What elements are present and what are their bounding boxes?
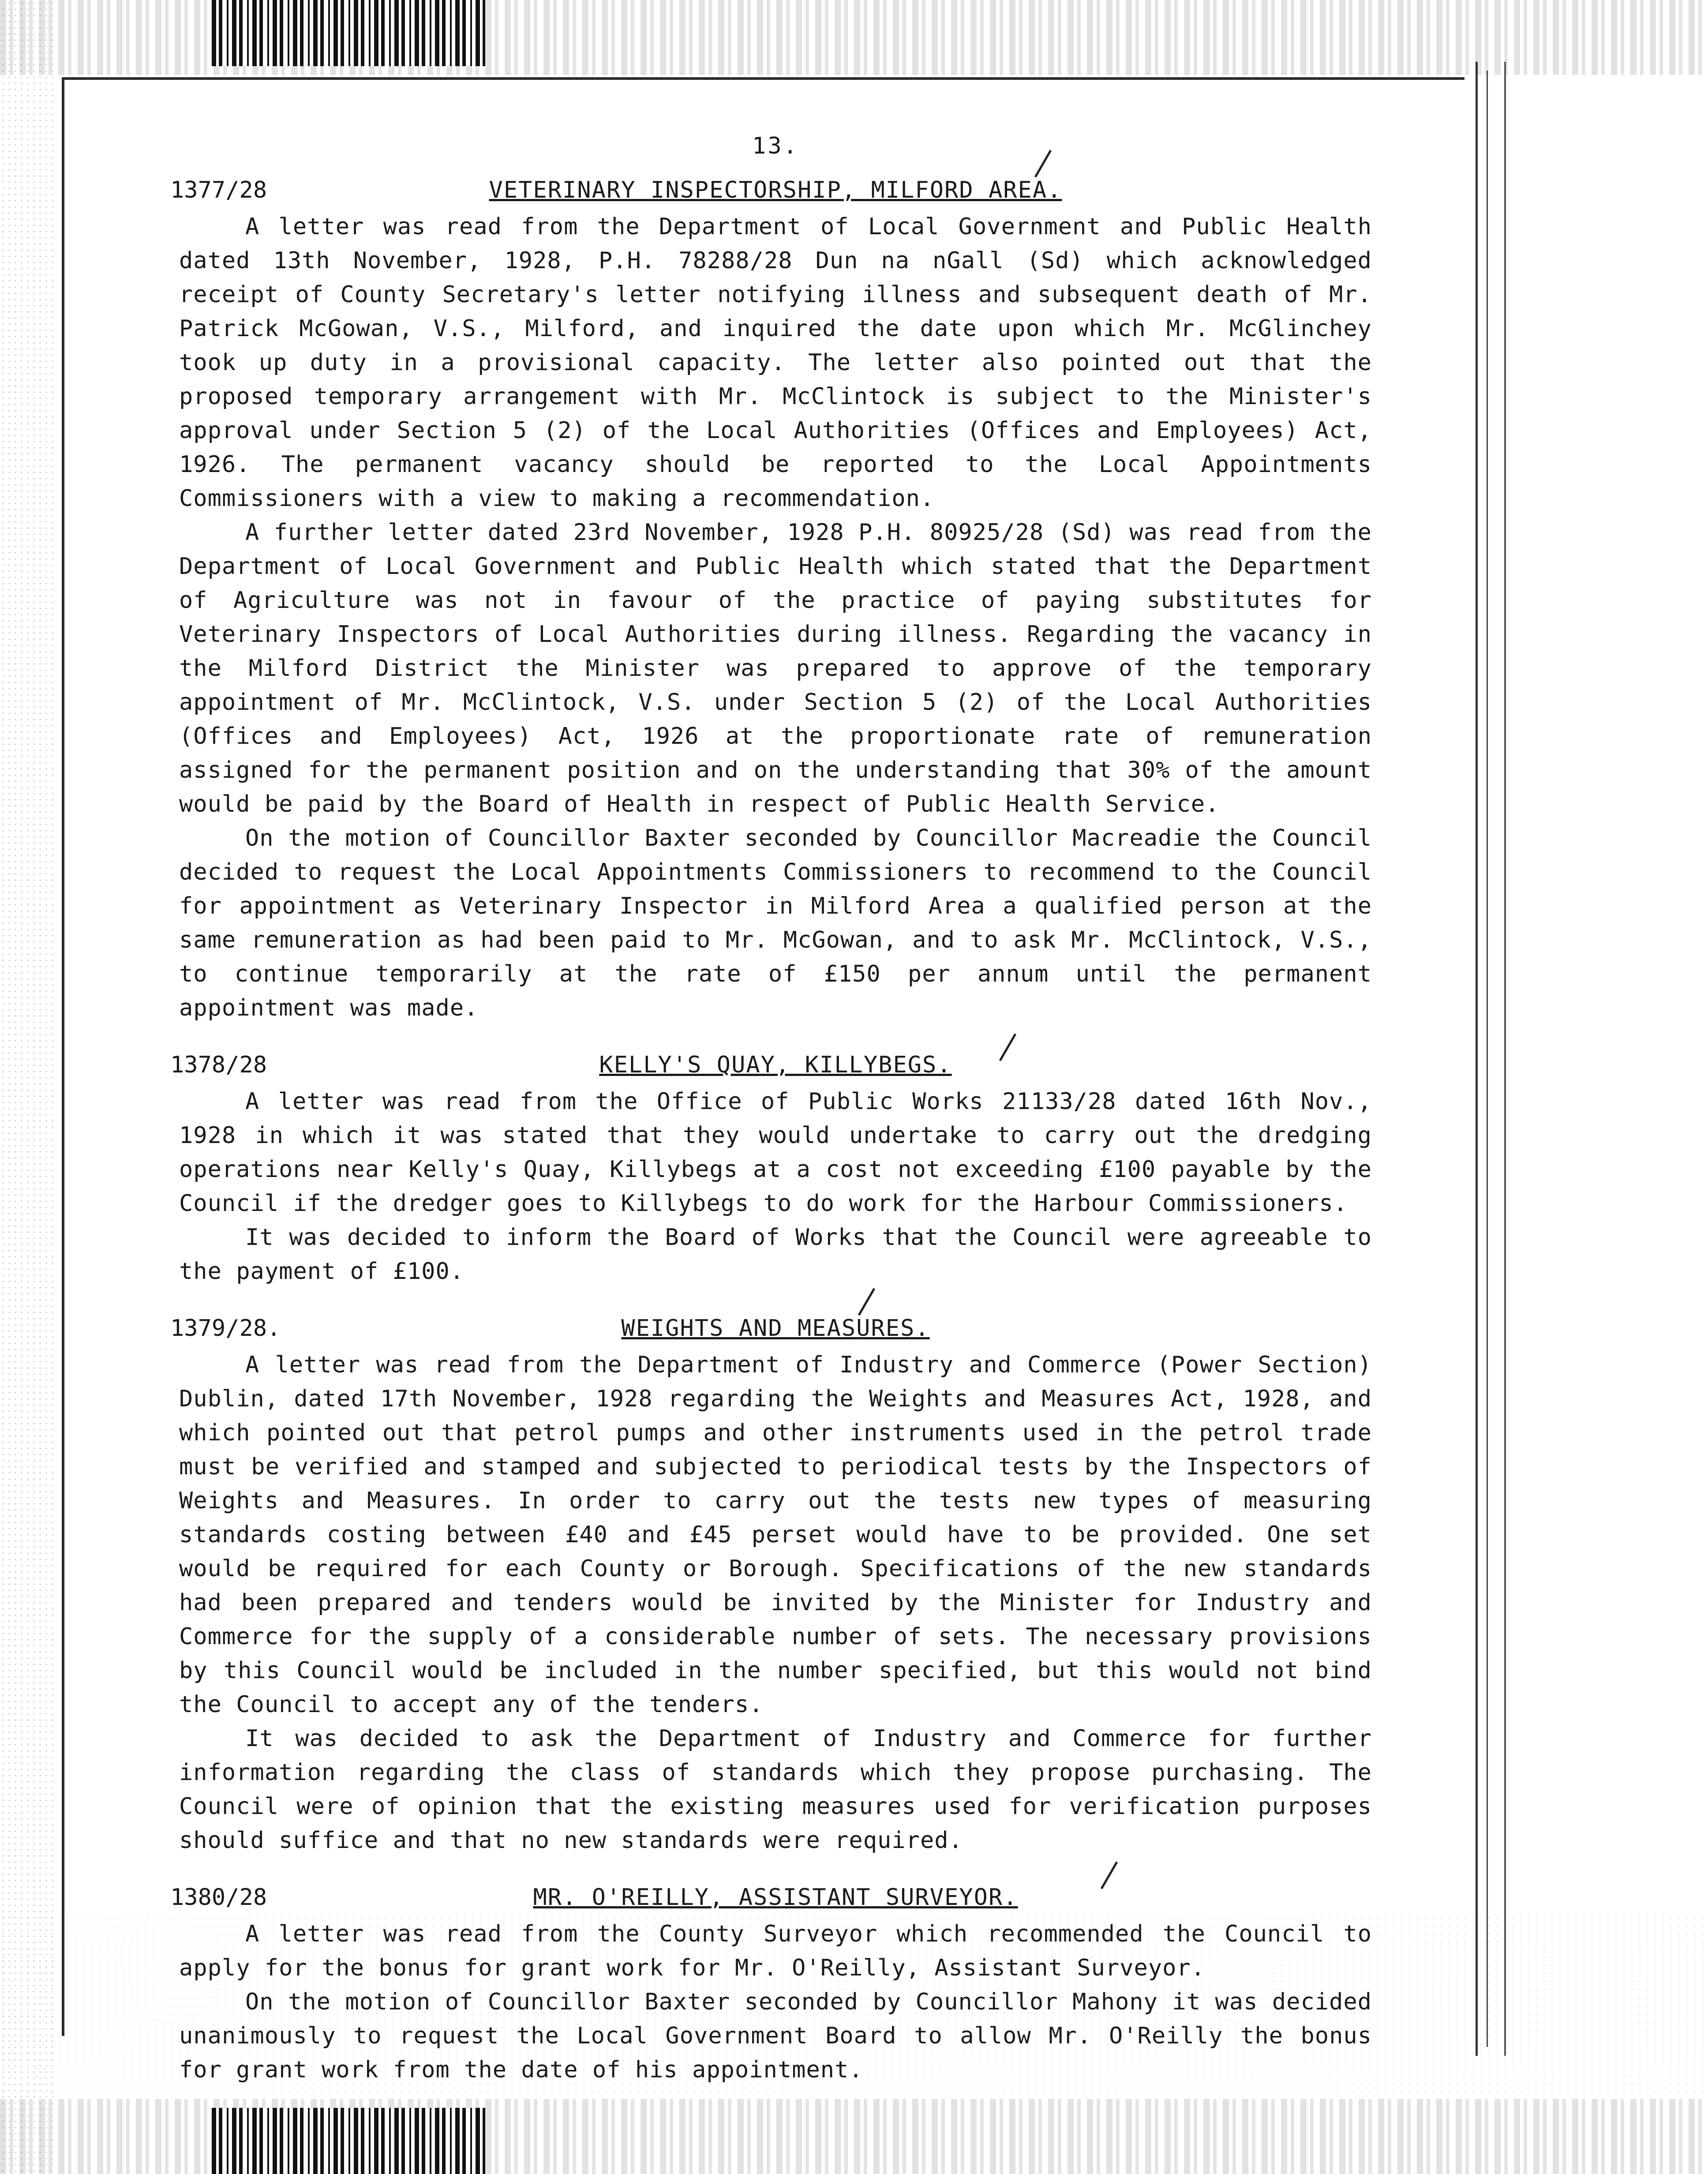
paragraph: It was decided to ask the Department of Industry and Commerce for further information regarding the class of standards which they propose purchasing. The Council were of opinion that the existing measures used for verification purposes should suffice and that no new standards were required.	[179, 1725, 1372, 1854]
barcode-bottom	[212, 2108, 485, 2174]
section-header	[170, 1306, 1372, 1348]
section-header	[170, 168, 1372, 210]
section-title: MR. O'REILLY, ASSISTANT SURVEYOR.	[533, 1884, 1018, 1911]
document-page	[62, 77, 1465, 2083]
minute-number: 1377/28	[170, 177, 267, 203]
paragraph: A letter was read from the County Surveyor which recommended the Council to apply for the bonus for grant work for Mr. O'Reilly, Assistant Surveyor.	[179, 1921, 1372, 1981]
scan-speckle-left	[0, 0, 57, 2174]
barcode-top	[212, 0, 485, 66]
paragraph: A letter was read from the Office of Public Works 21133/28 dated 16th Nov., 1928 in which it was stated that they would undertake to carry out the dredging operations near Kelly's Quay, Killybegs at a cost not exceeding £100 payable by the Council if the dredger goes to Killybegs to do work for the Harbour Commissioners.	[179, 1088, 1372, 1217]
section-header	[170, 1875, 1372, 1917]
paragraph: A letter was read from the Department of Local Government and Public Health dated 13th November, 1928, P.H. 78288/28 Dun na nGall (Sd) which acknowledged receipt of County Secretary's letter notifying illness and subsequent death of Mr. Patrick McGowan, V.S., Milford, and inquired the date upon which Mr. McGlinchey took up duty in a provisional capacity. The letter also pointed out that the proposed temporary arrangement with Mr. McClintock is subject to the Minister's approval under Section 5 (2) of the Local Authorities (Offices and Employees) Act, 1926. The permanent vacancy should be reported to the Local Appointments Commissioners with a view to making a recommendation.	[179, 214, 1372, 512]
minute-number: 1378/28	[170, 1052, 267, 1078]
paragraph: A letter was read from the Department of Industry and Commerce (Power Section) Dublin, dated 17th November, 1928 regarding the Weights and Measures Act, 1928, and which pointed out that petrol pumps and other instruments used in the petrol trade must be verified and stamped and subjected to periodical tests by the Inspectors of Weights and Measures. In order to carry out the tests new types of measuring standards costing between £40 and £45 perset would have to be provided. One set would be required for each County or Borough. Specifications of the new standards had been prepared and tenders would be invited by the Minister for Industry and Commerce for the supply of a considerable number of sets. The necessary provisions by this Council would be included in the number specified, but this would not bind the Council to accept any of the tenders.	[179, 1352, 1372, 1718]
section-title: VETERINARY INSPECTORSHIP, MILFORD AREA.	[489, 177, 1062, 203]
paragraph: On the motion of Councillor Baxter seconded by Councillor Macreadie the Council decided to request the Local Appointments Commissioners to recommend to the Council for appointment as Veterinary Inspector in Milford Area a qualified person at the same remuneration as had been paid to Mr. McGowan, and to ask Mr. McClintock, V.S., to continue temporarily at the rate of £150 per annum until the permanent appointment was made.	[179, 825, 1372, 1021]
minute-number: 1380/28	[170, 1884, 267, 1911]
minute-section	[170, 168, 1372, 1025]
section-title: KELLY'S QUAY, KILLYBEGS.	[599, 1052, 952, 1078]
paragraph: A further letter dated 23rd November, 1928 P.H. 80925/28 (Sd) was read from the Department of Local Government and Public Health which stated that the Department of Agriculture was not in favour of the practice of paying substitutes for Veterinary Inspectors of Local Authorities during illness. Regarding the vacancy in the Milford District the Minister was prepared to approve of the temporary appointment of Mr. McClintock, V.S. under Section 5 (2) of the Local Authorities (Offices and Employees) Act, 1926 at the proportionate rate of remuneration assigned for the permanent position and on the understanding that 30% of the amount would be paid by the Board of Health in respect of Public Health Service.	[179, 519, 1372, 817]
minute-section	[170, 1043, 1372, 1289]
page-number: 13.	[752, 133, 799, 159]
section-header	[170, 1043, 1372, 1085]
page-edge-right-inner	[1487, 71, 1492, 2047]
minute-number: 1379/28.	[170, 1315, 281, 1342]
minute-section	[170, 1306, 1372, 1858]
section-title: WEIGHTS AND MEASURES.	[621, 1315, 930, 1342]
minute-section	[170, 1875, 1372, 2087]
paragraph: It was decided to inform the Board of Works that the Council were agreeable to the payment of £100.	[179, 1224, 1372, 1285]
paragraph: On the motion of Councillor Baxter seconded by Councillor Mahony it was decided unanimously to request the Local Government Board to allow Mr. O'Reilly the bonus for grant work from the date of his appointment.	[179, 1989, 1372, 2083]
